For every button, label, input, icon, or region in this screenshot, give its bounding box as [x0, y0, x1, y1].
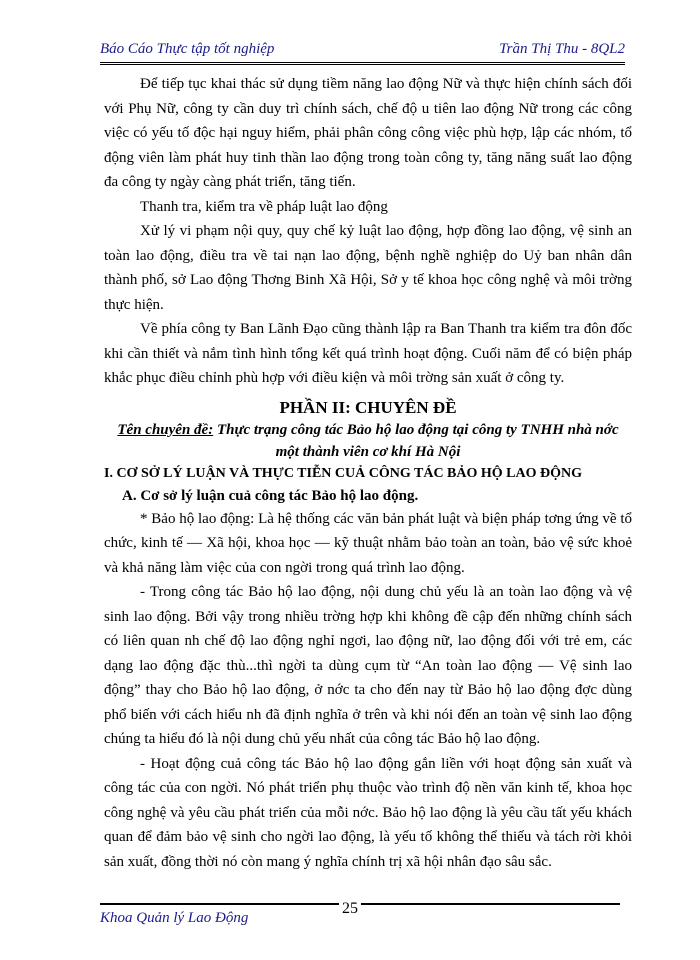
- paragraph: Thanh tra, kiểm tra về pháp luật lao động: [140, 198, 388, 215]
- document-body: [104, 72, 632, 874]
- topic-text: Thực trạng công tác Bảo hộ lao động tại công ty TNHH nhà nớc một thành viên cơ khí Hà Nội: [213, 421, 619, 460]
- paragraph: - Trong công tác Bảo hộ lao động, nội dung chủ yếu là an toàn lao động và vệ sinh lao động. Bởi vậy trong nhiều trờng hợp khi không đề cập đến những chính sách có liên quan nh chế độ lao động nghỉ ngơi, lao động nữ, lao động đối với trẻ em, các dạng lao động đặc thù...thì ngời ta dùng cụm từ “An toàn lao động — Vệ sinh lao động” thay cho Bảo hộ lao động, ở nớc ta cho đến nay từ Bảo hộ lao động đợc dùng phổ biến với cách hiểu nh đã định nghĩa ở trên và khi nói đến an toàn vệ sinh lao động chúng ta hiểu đó là nội dung chủ yếu nhất của công tác Bảo hộ lao động.: [104, 584, 632, 747]
- header-report-title: Báo Cáo Thực tập tốt nghiệp: [100, 41, 275, 57]
- topic-label: Tên chuyên đề:: [117, 421, 214, 438]
- header-author: Trần Thị Thu - 8QL2: [499, 41, 625, 57]
- page-header: [100, 40, 625, 65]
- paragraph: Về phía công ty Ban Lãnh Đạo cũng thành lập ra Ban Thanh tra kiểm tra đôn đốc khi cần thiết và nắm tình hình tổng kết quá trình hoạt động. Cuối năm để có biện pháp khắc phục điều chỉnh phù hợp với điều kiện và môi trờng sản xuất ở công ty.: [104, 321, 632, 386]
- page-number: 25: [339, 900, 361, 917]
- paragraph: - Hoạt động cuả công tác Bảo hộ lao động gắn liền với hoạt động sản xuất và công tác của con ngời. Nó phát triển phụ thuộc vào trình độ nền văn kinh tế, khoa học công nghệ và yêu cầu phát triển của mỗi nớc. Bảo hộ lao động là yêu cầu tất yếu khách quan để đảm bảo vệ sinh cho ngời lao động, là yếu tố không thể thiếu và tách rời khỏi sản xuất, đồng thời nó còn mang ý nghĩa chính trị xã hội nhân đạo sâu sắc.: [104, 755, 632, 870]
- part-title: PHẦN II: CHUYÊN ĐỀ: [279, 397, 457, 417]
- subsection-heading: A. Cơ sở lý luận cuả công tác Bảo hộ lao động.: [122, 487, 419, 504]
- section-heading: I. CƠ SỞ LÝ LUẬN VÀ THỰC TIỄN CUẢ CÔNG TÁC BẢO HỘ LAO ĐỘNG: [104, 465, 583, 481]
- topic-title: [104, 419, 632, 463]
- paragraph: * Bảo hộ lao động: Là hệ thống các văn bản phát luật và biện pháp tơng ứng về tổ chức, kinh tế — Xã hội, khoa học — kỹ thuật nhằm bảo toàn an toàn, bảo vệ sức khoẻ và khả năng làm việc của con ngời trong quá trình lao động.: [104, 510, 632, 576]
- paragraph: Để tiếp tục khai thác sử dụng tiềm năng lao động Nữ và thực hiện chính sách đối với Phụ Nữ, công ty cần duy trì chính sách, chế độ u tiên lao động Nữ trong các công việc có yếu tố độc hại nguy hiểm, phải phân công công việc phù hợp, lập các nhóm, tổ động viên làm phát huy tinh thần lao động trong toàn công ty, tăng năng suất lao động đa công ty ngày càng phát triển, tăng tiến.: [104, 76, 632, 190]
- paragraph: Xử lý vi phạm nội quy, quy chế kỷ luật lao động, hợp đồng lao động, vệ sinh an toàn lao động, điều tra về tai nạn lao động, bệnh nghề nghiệp do Uỷ ban nhân dân thành phố, sở Lao động Thơng Binh Xã Hội, Sở y tế khoa học công nghệ và môi trờng thực hiện.: [104, 223, 632, 313]
- footer-department: Khoa Quản lý Lao Động: [100, 910, 249, 926]
